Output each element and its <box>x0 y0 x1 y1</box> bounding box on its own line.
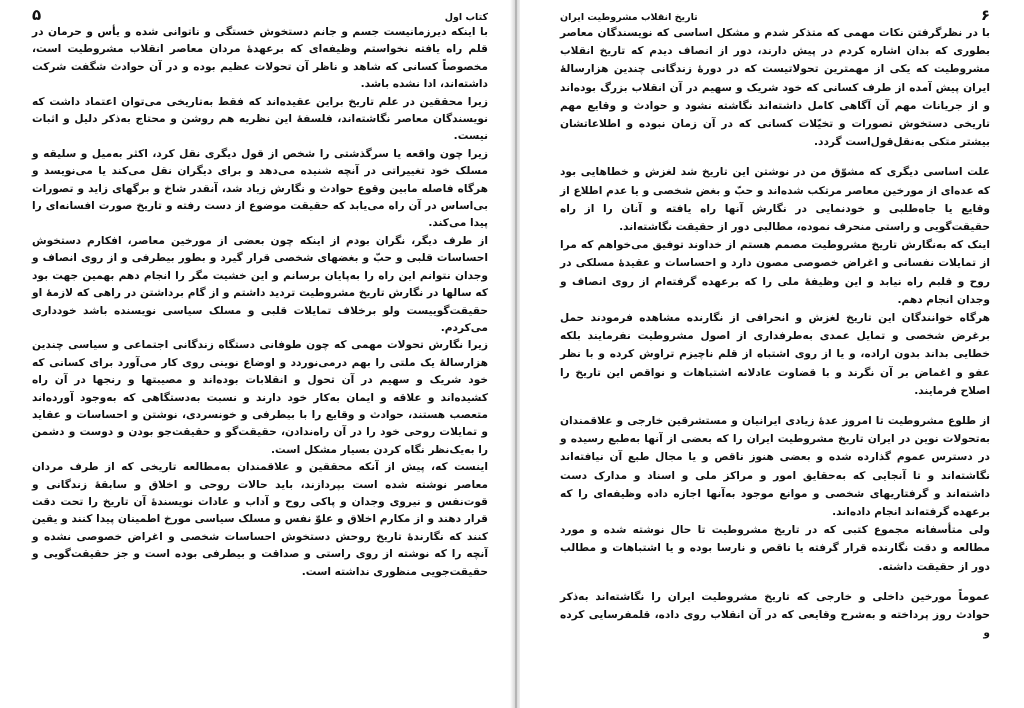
page-number: ۵ <box>32 6 42 24</box>
paragraph: با اینکه دیرزمانیست جسم و جانم دستخوش خستگی و ناتوانی شده و یأس و حرمان در قلم راه یافته نخواستم وظیفه‌ای که برعهدهٔ مردان معاصر انقلاب مشروطیت است، مخصوصاً کسانی که شاهد و ناظر آن تحولات عظیم بوده و در آن حوادث شگفت شرکت داشته‌اند، ادا نشده باشد. <box>32 26 488 91</box>
paragraph: عموماً مورخین داخلی و خارجی که تاریخ مشروطیت ایران را نگاشته‌اند به‌ذکر حوادث روز پرداخته و به‌شرح وقایعی که در آن انقلاب روی داده، قلمفرسایی کرده و <box>560 590 990 640</box>
running-head: کتاب اول <box>444 12 488 23</box>
right-page-header <box>560 6 990 24</box>
paragraph: زیرا چون واقعه یا سرگذشتی را شخص از قول دیگری نقل کرد، اکثر به‌میل و سلیقه و مسلک خود تغییراتی در آنچه شنیده می‌دهد و برای دیگران نقل می‌کند یا می‌نویسد و هرگاه فاصله مابین وقوع حوادث و نگارش زیاد شد، آنقدر شاخ و برگهای زاید و تصورات بی‌اساس در آن راه می‌یابد که حقیقت موضوع از دست رفته و تاریخ صورت افسانه‌ای را پیدا می‌کند. <box>32 147 488 230</box>
paragraph: از طلوع مشروطیت تا امروز عدهٔ زیادی ایرانیان و مستشرقین خارجی و علاقمندان به‌تحولات نوین در ایران تاریخ مشروطیت ایران را که بعضی از آنها به‌طبع رسیده و در دسترس عموم گذارده شده و بعضی هنوز ناقص و یا مجال طبع آن نیافته‌اند نگاشته‌اند و تا آنجایی که به‌حقایق امور و مراکز ملی و اسناد و مدارک دست داشته‌اند و گرفتاریهای شخصی و موانع موجود به‌آنها اجازه داده وظیفه‌ای را که برعهده گرفته‌اند انجام داده‌اند. <box>560 415 990 519</box>
paragraph: از طرف دیگر، نگران بودم از اینکه چون بعضی از مورخین معاصر، افکارم دستخوش احساسات قلبی و حبّ و بغضهای شخصی قرار گیرد و بطور بیطرفی و از روی انصاف و وجدان نتوانم این راه را به‌پایان برسانم و این خشیت مگر را انجام دهم بهمین جهت بود که سالها در نگارش تاریخ مشروطیت تردید داشتم و از گام برداشتن در راهی که لازمهٔ او حقیقت‌گوییست ولو برخلاف تمایلات قلبی و مسلک سیاسی نویسنده باشد خودداری می‌کردم. <box>32 234 488 334</box>
right-page-body <box>560 24 990 643</box>
paragraph: هرگاه خوانندگان این تاریخ لغزش و انحرافی از نگارنده مشاهده فرمودند حمل برغرض شخصی و تمایل عمدی به‌طرفداری از اصول مشروطیت نفرمایند بلکه خطایی بداند بدون اراده، و یا از روی اشتباه از قلم ناچیزم تراوش کرده و با نظر عفو و اغماض بر آن نگرند و با قضاوت عادلانه اشتباهات و نواقص این تاریخ را اصلاح فرمایند. <box>560 312 990 397</box>
left-page-body <box>32 24 488 581</box>
paragraph: زیرا محققین در علم تاریخ براین عقیده‌اند که فقط به‌تاریخی می‌توان اعتماد داشت که نویسندگان معاصر نگاشته‌اند، فلسفهٔ این نظریه هم روشن و محتاج به‌ذکر دلیل و اثبات نیست. <box>32 95 488 143</box>
left-page-header <box>32 6 488 24</box>
paragraph: زیرا نگارش تحولات مهمی که چون طوفانی دستگاه زندگانی اجتماعی و سیاسی چندین هزارسالهٔ یک ملتی را بهم درمی‌نوردد و اوضاع نوینی روی کار می‌آورد برای کسانی که خود شریک و سهیم در آن تحول و انقلابات بوده‌اند و مصیبتها و رنجها در آن راه کشیده‌اند و علاقه و ایمان به‌کار خود دارند و نسبت به‌دستگاهی که به‌وجود آورده‌اند متعصب هستند، حوادث و وقایع را با بیطرفی و خونسردی، نوشتن و احساسات و عقاید و تمایلات روحی خود را در آن راه‌ندادن، حقیقت‌گو و حقیقت‌جو بودن و دوست و دشمن را به‌یک‌نظر نگاه کردن بسیار مشکل است. <box>32 339 488 456</box>
paragraph: اینک که به‌نگارش تاریخ مشروطیت مصمم هستم از خداوند توفیق می‌خواهم که مرا از تمایلات نفسانی و اغراض خصوصی مصون دارد و احساسات و عقیدهٔ مسلکی در روح و قلبم راه نیابد و این وظیفهٔ ملی را که برعهده گرفته‌ام از روی انصاف و وجدان انجام دهم. <box>560 239 990 306</box>
right-page <box>520 0 1024 708</box>
paragraph: اینست که، پیش از آنکه محققین و علاقمندان به‌مطالعه تاریخی که از طرف مردان معاصر نوشته شده است بپردازند، باید حالات روحی و اخلاق و سابقهٔ زندگانی و قوت‌نفس و نیروی وجدان و پاکی روح و آداب و عادات نویسندهٔ آن تاریخ را تحت دقت قرار دهند و از مکارم اخلاق و علوّ نفس و مسلک سیاسی مورخ اطمینان پیدا کنند و یقین کنند که نگارندهٔ تاریخ روحش دستخوش احساسات شخصی و اغراض خصوصی نشده و آنچه را که نوشته از روی راستی و صداقت و بیطرفی بوده است و جز حقیقت‌گویی و حقیقت‌جویی منظوری نداشته است. <box>32 461 488 578</box>
page-number: ۶ <box>980 6 990 24</box>
paragraph: ولی متأسفانه مجموع کتبی که در تاریخ مشروطیت تا حال نوشته شده و مورد مطالعه و دقت نگارنده قرار گرفته یا ناقص و نارسا بوده و یا اشتباهات و مطالب دور از حقیقت داشته. <box>560 524 990 573</box>
paragraph: علت اساسی دیگری که مشوّق من در نوشتن این تاریخ شد لغزش و خطاهایی بود که عده‌ای از مورخین معاصر مرتکب شده‌اند و حبّ و بغض شخصی و یا عدم اطلاع از وقایع یا جاه‌طلبی و خودنمایی در نگارش آنها راه یافته و آنان را از راه حقیقت‌گویی و راستی منحرف نموده، مطالبی دور از حقیقت نگاشته‌اند. <box>560 166 990 234</box>
paragraph: با در نظرگرفتن نکات مهمی که متذکر شدم و مشکل اساسی که نویسندگان معاصر بطوری که بدان اشاره کردم در پیش دارند، دور از انصاف دیدم که تاریخ انقلاب مشروطیت که یکی از مهمترین تحولاتیست که در دورهٔ زندگانی چندین هزارسالهٔ ایران پیش آمده از طرف کسانی که خود شریک و سهیم در آن انقلاب بزرگ بوده‌اند و از جریانات مهم آن آگاهی کامل داشته‌اند نگاشته نشود و حوادث و وقایع مهم تاریخی دستخوش تصورات و تخیّلات کسانی که در آن زمان نبوده و اطلاعاتشان بیشتر متکی به‌نقل‌قول‌است گردد. <box>560 27 990 149</box>
running-head: تاریخ انقلاب مشروطیت ایران <box>560 12 698 23</box>
